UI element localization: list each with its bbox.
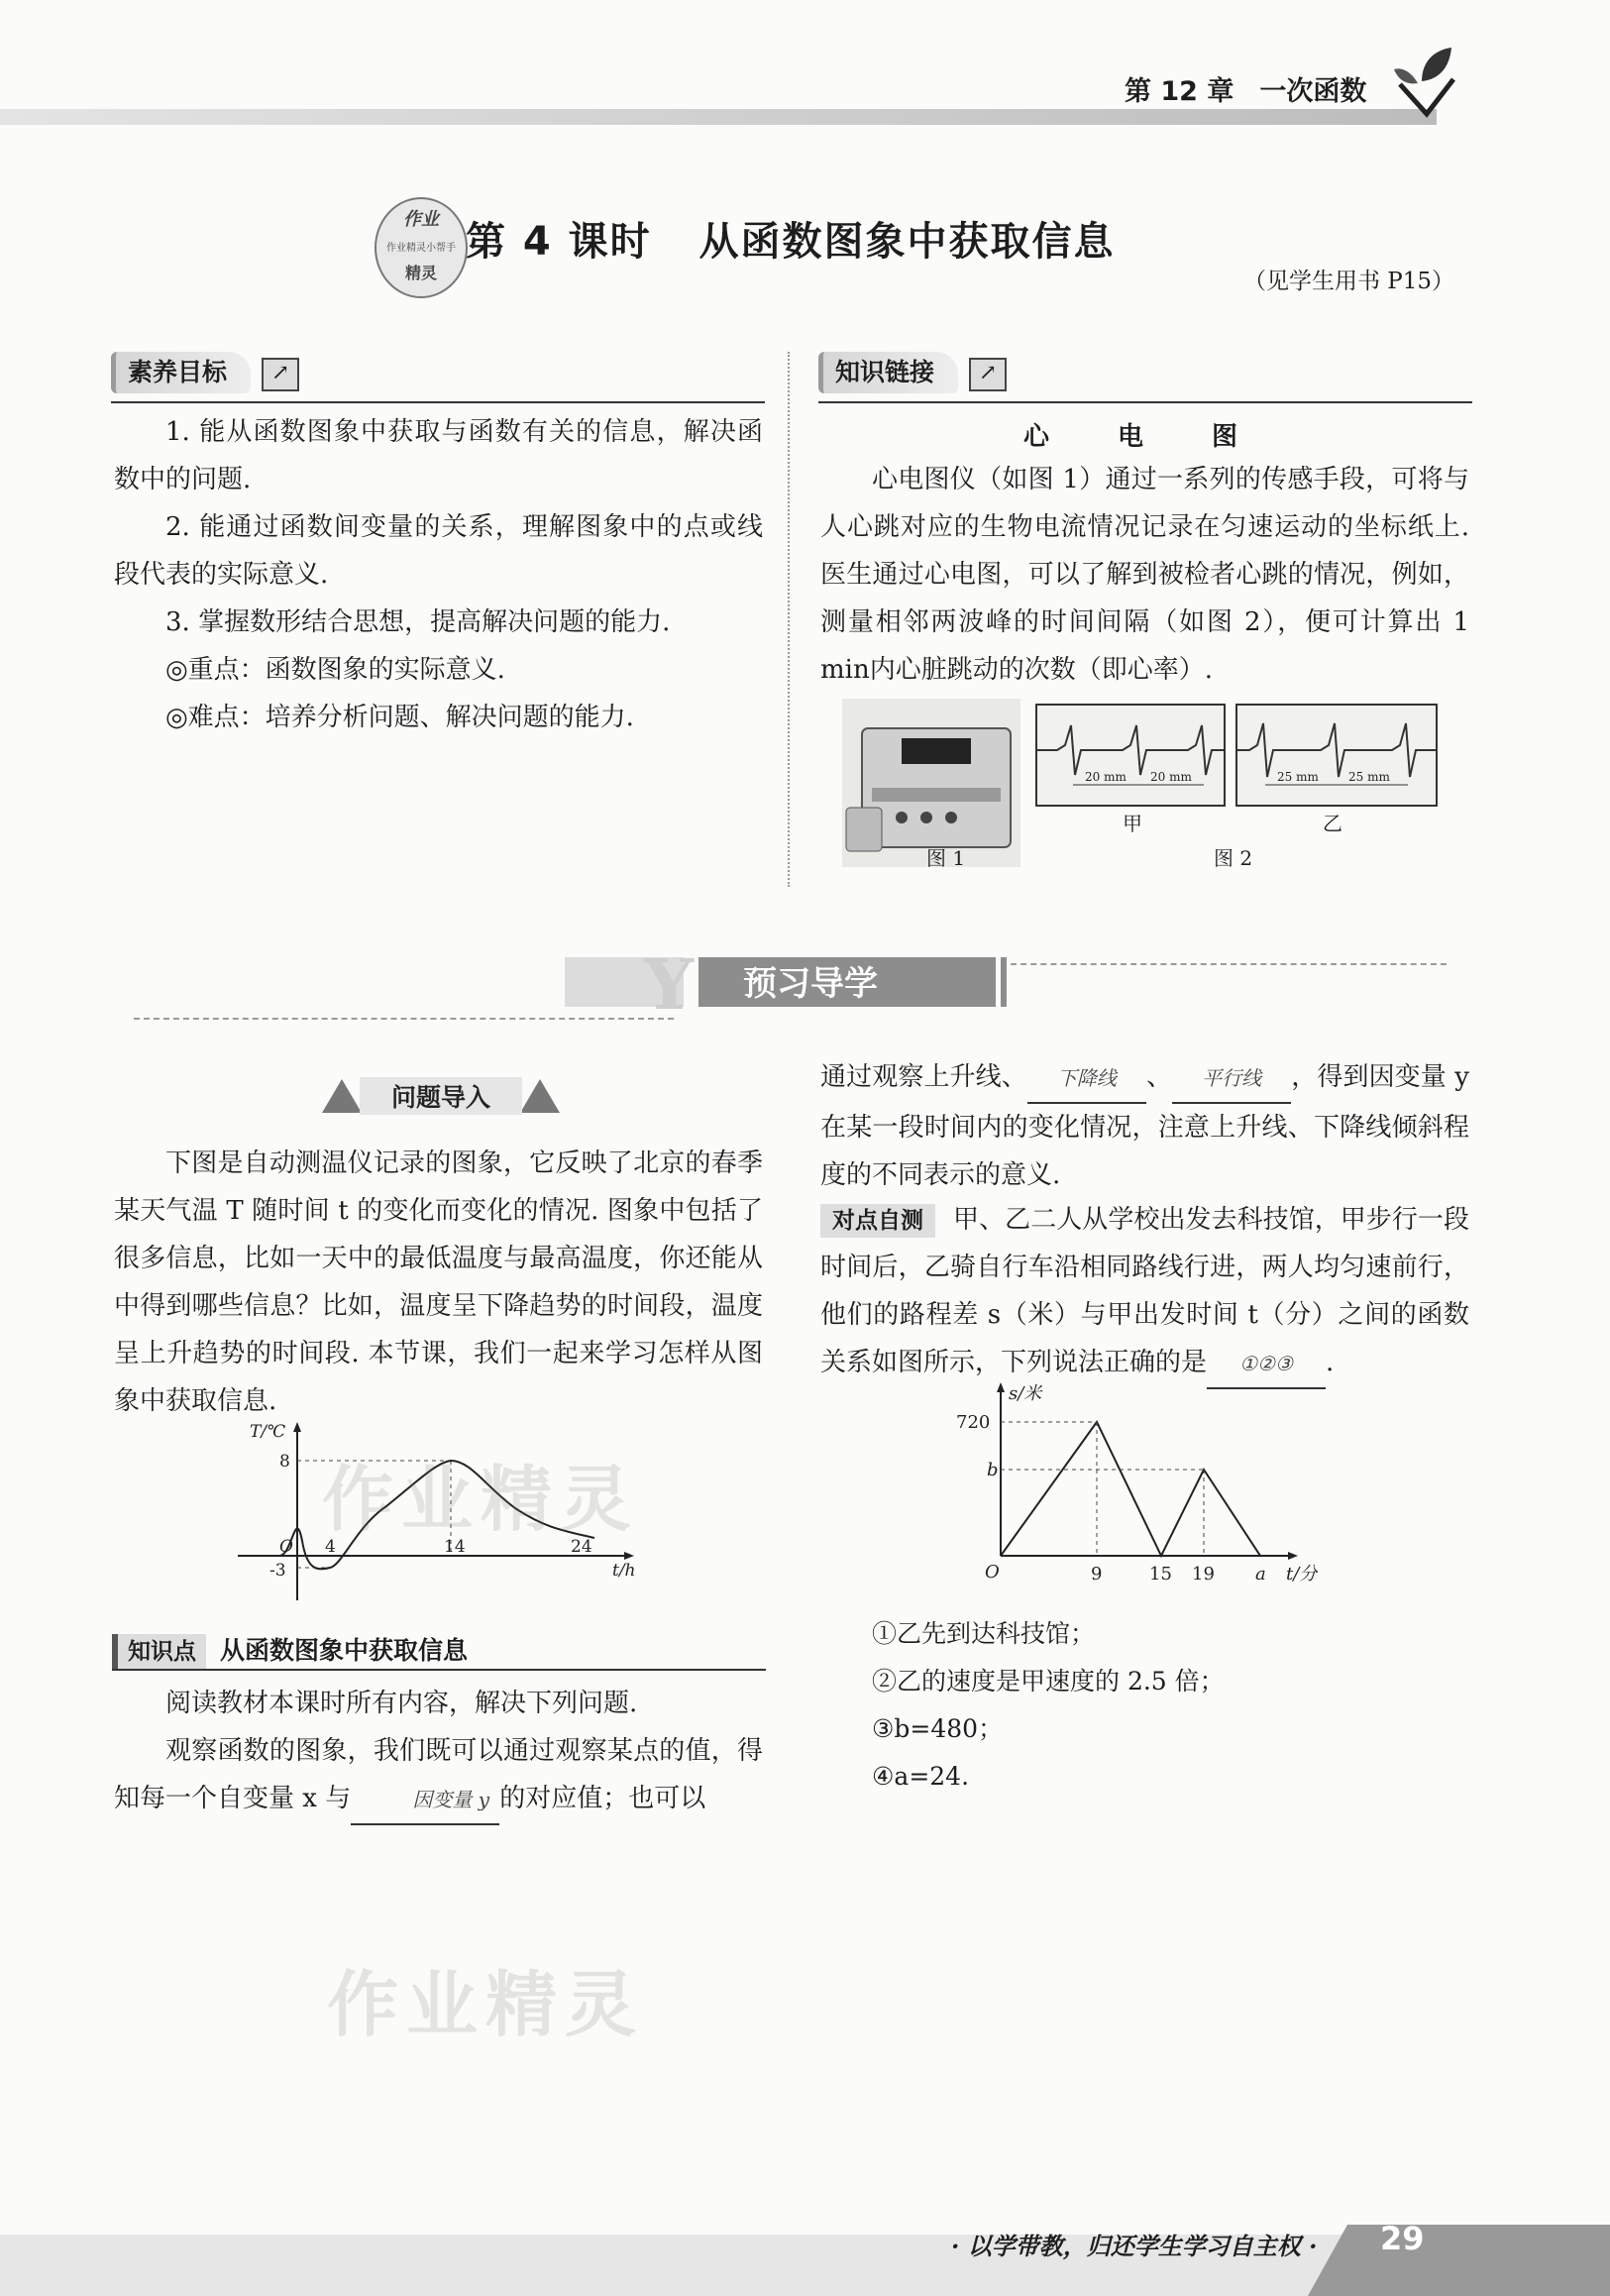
knowledge-rule xyxy=(112,1669,766,1671)
link-rule xyxy=(818,401,1472,403)
knowledge-r1 xyxy=(820,1053,1469,1199)
goal-item: 1. 能从函数图象中获取与函数有关的信息，解决函数中的问题. xyxy=(114,417,763,494)
link-label: 知识链接 xyxy=(818,352,958,393)
preview-title: 预习导学 xyxy=(743,964,878,1004)
chapter-title: 一次函数 xyxy=(1259,76,1367,107)
arrow-icon: ↗ xyxy=(969,358,1007,391)
fig1-caption: 图 1 xyxy=(926,846,966,870)
ecg-a-name: 甲 xyxy=(1123,812,1142,835)
chapter-heading xyxy=(1125,69,1392,108)
intro-label-box xyxy=(322,1073,560,1119)
knowledge-p1: 阅读教材本课时所有内容，解决下列问题. xyxy=(165,1689,638,1718)
temp-x-tick-3: 24 xyxy=(571,1537,592,1557)
goal-difficulty: ◎难点：培养分析问题、解决问题的能力. xyxy=(165,703,634,732)
option-1: ①乙先到达科技馆； xyxy=(872,1619,1096,1648)
chapter-number: 第 12 章 xyxy=(1125,76,1234,107)
option-4: ④a=24. xyxy=(872,1762,970,1791)
knowledge-r1-a: 通过观察上升线、 xyxy=(820,1062,1027,1092)
option-2: ②乙的速度是甲速度的 2.5 倍； xyxy=(872,1667,1225,1695)
knowledge-r1-b: ，得到因变量 y 在某一段时间内的变化情况，注意上升线、下降线倾斜程度的不同表示的意义. xyxy=(820,1062,1469,1190)
watermark-2: 作业精灵 xyxy=(327,1963,645,2046)
s-x-tick-a: a xyxy=(1255,1564,1266,1585)
self-test-answer: ①②③ xyxy=(1207,1340,1326,1389)
option-3: ③b=480； xyxy=(872,1714,1004,1743)
knowledge-text xyxy=(114,1680,763,1825)
ecg-paragraph xyxy=(820,456,1469,694)
stamp-line1: 作业 xyxy=(403,209,439,230)
blank-dependent-var: 因变量 y xyxy=(351,1776,499,1825)
goals-label: 素养目标 xyxy=(111,352,251,393)
knowledge-p2 xyxy=(114,1727,763,1825)
s-x-tick-9: 9 xyxy=(1091,1564,1103,1585)
intro-paragraph xyxy=(114,1140,763,1425)
s-y-tick-b: b xyxy=(987,1460,999,1480)
self-test-text-end: . xyxy=(1326,1348,1335,1377)
self-test-text-a: 甲、乙二人从学校出发去科技馆，甲步行一段时间后，乙骑自行车沿相同路线行进，两人均匀速前行，他们的路程差 s（米）与甲出发时间 t（分）之间的函数关系如图所示，下列说法正确的是 xyxy=(820,1205,1469,1377)
goal-item: 2. 能通过函数间变量的关系，理解图象中的点或线段代表的实际意义. xyxy=(114,512,763,590)
ecg-a-label-1: 20 mm xyxy=(1085,770,1127,784)
ecg-b-label-1: 25 mm xyxy=(1277,770,1319,784)
link-header xyxy=(818,352,1007,393)
page-number: 29 xyxy=(1380,2220,1425,2257)
self-test-text xyxy=(820,1196,1469,1389)
temp-y-tick-min: -3 xyxy=(269,1561,286,1581)
ecg-strip-b xyxy=(1235,704,1438,807)
ecg-title: 心 电 图 xyxy=(1022,422,1268,452)
goal-item: 3. 掌握数形结合思想，提高解决问题的能力. xyxy=(165,607,671,637)
s-y-tick-720: 720 xyxy=(956,1412,991,1433)
self-test-paragraph xyxy=(820,1196,1469,1389)
band-line-left xyxy=(134,1018,674,1020)
self-test-options xyxy=(872,1610,1466,1801)
s-x-tick-15: 15 xyxy=(1149,1564,1172,1585)
page-title xyxy=(466,210,1115,267)
s-x-label: t/分 xyxy=(1286,1564,1318,1585)
self-test-label: 对点自测 xyxy=(820,1204,935,1238)
ecg-strip-a xyxy=(1035,704,1226,807)
footer-band xyxy=(0,2205,1610,2296)
ecg-text: 心电图仪（如图 1）通过一系列的传感手段，可将与人心跳对应的生物电流情况记录在匀速运动的坐标纸上. 医生通过心电图，可以了解到被检者心跳的情况，例如，测量相邻两波峰的时间间隔（如图 2），便可计算出 1 min内心脏跳动的次数（即心率）. xyxy=(820,465,1469,685)
temp-x-tick-1: 4 xyxy=(325,1537,336,1557)
knowledge-header xyxy=(112,1631,468,1667)
knowledge-r1-sep: 、 xyxy=(1145,1062,1173,1092)
knowledge-title: 从函数图象中获取信息 xyxy=(220,1636,469,1665)
header-band xyxy=(0,109,1437,125)
temp-origin: O xyxy=(279,1537,293,1557)
ecg-b-name: 乙 xyxy=(1323,812,1342,835)
svg-text:Y: Y xyxy=(644,951,694,1013)
band-line-right xyxy=(1011,963,1447,965)
ecg-b-label-2: 25 mm xyxy=(1348,770,1390,784)
knowledge-continued xyxy=(820,1053,1469,1199)
knowledge-p2-a: 观察函数的图象，我们既可以通过观察某点的值，得知每一个自变量 x 与 xyxy=(114,1736,763,1813)
temp-x-tick-2: 14 xyxy=(444,1537,466,1557)
intro-text: 下图是自动测温仪记录的图象，它反映了北京的春季某天气温 T 随时间 t 的变化而变化的情况. 图象中包括了很多信息，比如一天中的最低温度与最高温度，你还能从中得到哪些信息？比如，温度呈下降趋势的时间段，温度呈上升趋势的时间段. 本节课，我们一起来学习怎样从图象中获取信息. xyxy=(114,1148,763,1416)
knowledge-tag: 知识点 xyxy=(112,1634,206,1670)
stamp-line2: 作业精灵小帮手 xyxy=(386,243,456,254)
temp-x-label: t/h xyxy=(612,1561,636,1581)
fig2-caption: 图 2 xyxy=(1214,846,1253,870)
watermark-1: 作业精灵 xyxy=(322,1458,640,1541)
ecg-a-label-2: 20 mm xyxy=(1150,770,1192,784)
goals-list xyxy=(114,408,763,741)
column-divider xyxy=(788,352,790,887)
temp-y-label: T/℃ xyxy=(250,1422,286,1442)
goal-key-point: ◎重点：函数图象的实际意义. xyxy=(165,655,505,685)
arrow-icon: ↗ xyxy=(262,358,299,391)
footer-slogan: · 以学带教，归还学生学习自主权 · xyxy=(951,2232,1318,2260)
student-book-ref: （见学生用书 P15） xyxy=(1243,269,1455,294)
s-y-label: s/米 xyxy=(1009,1383,1042,1404)
s-curve xyxy=(1001,1422,1260,1556)
brand-stamp xyxy=(372,193,471,302)
stamp-line3: 精灵 xyxy=(404,264,438,282)
lesson-name: 从函数图象中获取信息 xyxy=(698,219,1116,265)
preview-band xyxy=(565,951,1011,1013)
goals-header xyxy=(111,352,299,393)
s-x-tick-19: 19 xyxy=(1192,1564,1215,1585)
distance-chart xyxy=(951,1377,1318,1590)
goals-rule xyxy=(111,401,765,403)
blank-parallel-line: 平行线 xyxy=(1172,1054,1291,1104)
knowledge-p2-b: 的对应值；也可以 xyxy=(499,1784,706,1813)
temp-y-tick-max: 8 xyxy=(279,1452,290,1472)
s-origin: O xyxy=(985,1562,1000,1583)
intro-label: 问题导入 xyxy=(390,1083,491,1112)
lesson-number: 第 4 课时 xyxy=(466,219,652,265)
leaf-logo-icon xyxy=(1392,40,1461,119)
blank-descending-line: 下降线 xyxy=(1027,1054,1146,1104)
